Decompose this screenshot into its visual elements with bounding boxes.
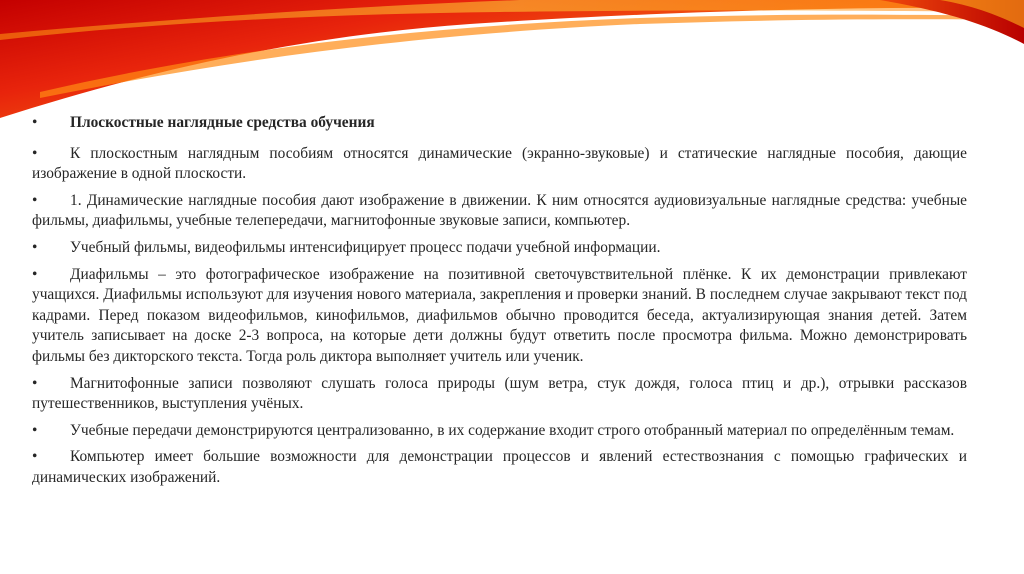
list-item-text: К плоскостным наглядным пособиям относятся динамические (экранно-звуковые) и статические наглядные пособия, дающие изображение в одной плоскости.	[32, 144, 967, 183]
list-item	[32, 113, 967, 134]
list-item-text: 1. Динамические наглядные пособия дают изображение в движении. К ним относятся аудиовизуальные наглядные средства: учебные фильмы, диафильмы, учебные телепередачи, магнитофонные звуковые записи, компьютер.	[32, 191, 967, 230]
list-item-text: Компьютер имеет большие возможности для демонстрации процессов и явлений естествознания с помощью графических и динамических изображений.	[32, 448, 967, 486]
bullet: •	[32, 448, 38, 466]
bullet: •	[32, 421, 38, 439]
list-item-text: Учебный фильмы, видеофильмы интенсифицирует процесс подачи учебной информации.	[70, 238, 661, 256]
list-item-text: Диафильмы – это фотографическое изображение на позитивной светочувствительной плёнке. К их демонстрации привлекают учащихся. Диафильмы используют для изучения нового материала, закрепления и проверки знаний. В последнем случае закрывают текст под кадрами. Перед показом видеофильмов, кинофильмов, диафильмов обычно проводится беседа, актуализирующая знания детей. Затем учитель записывает на доске 2-3 вопроса, на которые дети должны будут ответить после просмотра фильма. Можно демонстрировать фильмы без дикторского текста. Тогда роль диктора выполняет учитель или ученик.	[32, 265, 967, 365]
list-item-text: Учебные передачи демонстрируются централизованно, в их содержание входит строго отобранный материал по определённым темам.	[70, 421, 955, 439]
list-item	[32, 421, 967, 442]
bullet: •	[32, 238, 38, 256]
bullet-list	[32, 113, 967, 495]
list-item	[32, 238, 967, 259]
list-item	[32, 374, 967, 415]
bullet: •	[32, 374, 38, 392]
bullet: •	[32, 144, 38, 162]
list-item	[32, 265, 967, 368]
list-item-heading: Плоскостные наглядные средства обучения	[70, 114, 375, 131]
bullet: •	[32, 191, 38, 209]
bullet: •	[32, 114, 38, 131]
list-item	[32, 144, 967, 185]
list-item	[32, 447, 967, 488]
list-item	[32, 191, 967, 232]
decorative-flame-banner	[0, 0, 1024, 130]
list-item-text: Магнитофонные записи позволяют слушать голоса природы (шум ветра, стук дождя, голоса птиц и др.), отрывки рассказов путешественников, выступления учёных.	[32, 374, 967, 413]
bullet: •	[32, 265, 38, 283]
